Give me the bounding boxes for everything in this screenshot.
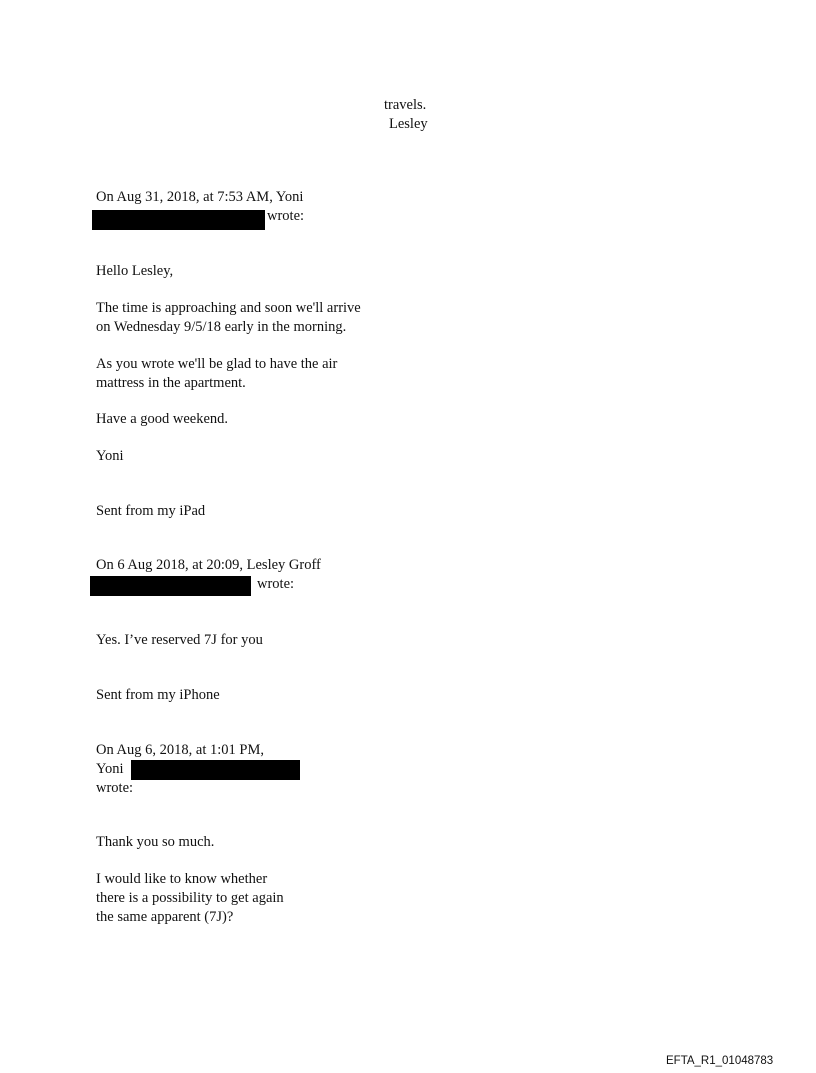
msg1-signature: Yoni bbox=[96, 448, 124, 464]
msg1-greeting: Hello Lesley, bbox=[96, 263, 174, 279]
redaction-box bbox=[90, 576, 251, 596]
top-fragment-signature: Lesley bbox=[389, 116, 428, 132]
document-id-footer: EFTA_R1_01048783 bbox=[666, 1055, 774, 1067]
msg3-question-line: I would like to know whether bbox=[96, 871, 268, 887]
redaction-box bbox=[92, 210, 265, 230]
msg3-question-line: there is a possibility to get again bbox=[96, 890, 284, 906]
msg3-header-wrote: wrote: bbox=[96, 780, 134, 796]
msg2-header-wrote: wrote: bbox=[257, 576, 295, 592]
msg3-thanks: Thank you so much. bbox=[96, 834, 215, 850]
msg1-paragraph-line: The time is approaching and soon we'll arrive bbox=[96, 300, 361, 316]
msg2-body: Yes. I’ve reserved 7J for you bbox=[96, 632, 263, 648]
msg2-sent-from: Sent from my iPhone bbox=[96, 687, 220, 703]
top-fragment-line1: travels. bbox=[384, 97, 427, 113]
msg1-paragraph-line: As you wrote we'll be glad to have the air bbox=[96, 356, 338, 372]
msg3-header: On Aug 6, 2018, at 1:01 PM, bbox=[96, 742, 264, 758]
msg1-header: On Aug 31, 2018, at 7:53 AM, Yoni bbox=[96, 189, 304, 205]
msg1-closing: Have a good weekend. bbox=[96, 411, 229, 427]
msg1-sent-from: Sent from my iPad bbox=[96, 503, 206, 519]
msg3-header-name: Yoni bbox=[96, 761, 124, 777]
msg2-header: On 6 Aug 2018, at 20:09, Lesley Groff bbox=[96, 557, 321, 573]
redaction-box bbox=[131, 760, 300, 780]
msg1-header-wrote: wrote: bbox=[267, 208, 305, 224]
msg1-paragraph-line: on Wednesday 9/5/18 early in the morning. bbox=[96, 319, 347, 335]
msg1-paragraph-line: mattress in the apartment. bbox=[96, 375, 246, 391]
msg3-question-line: the same apparent (7J)? bbox=[96, 909, 234, 925]
